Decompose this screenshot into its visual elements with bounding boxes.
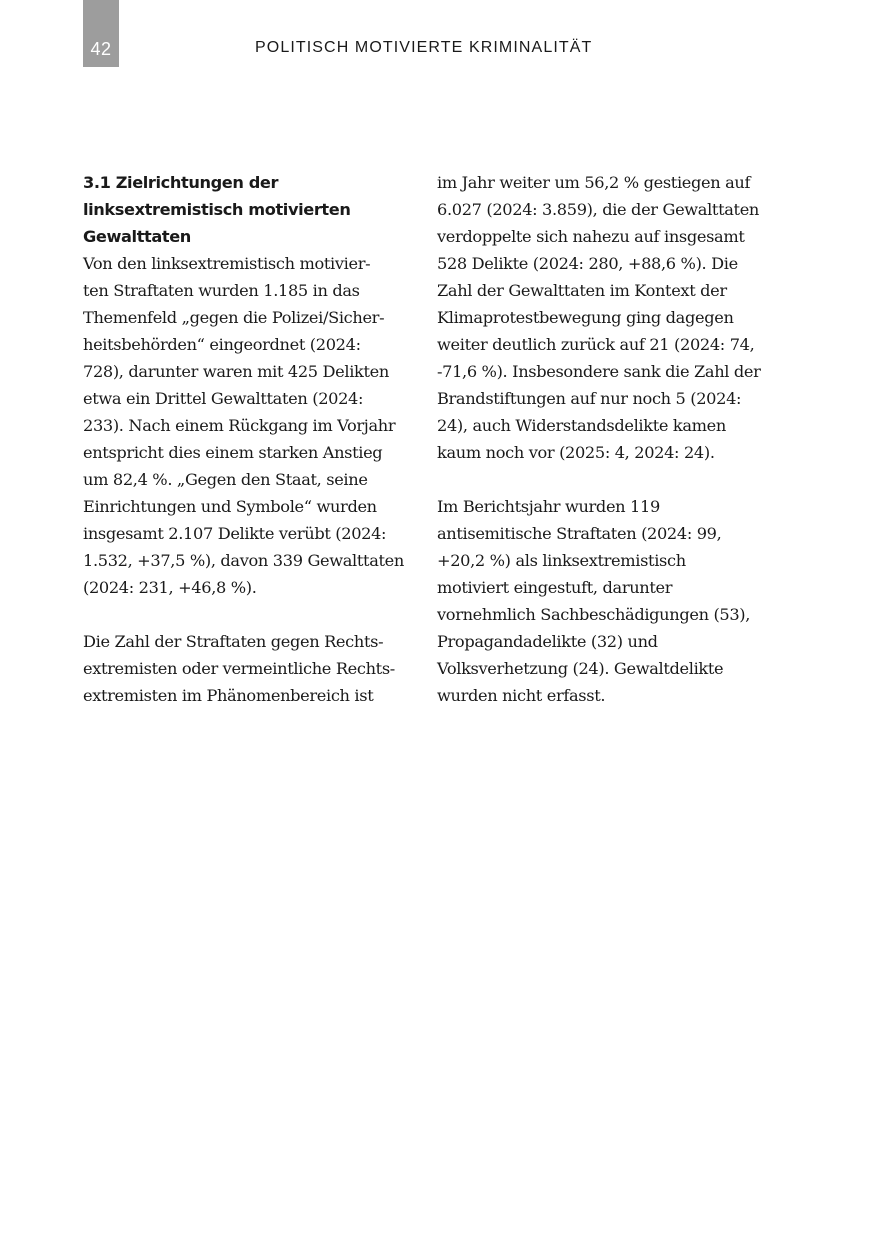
running-header: POLITISCH MOTIVIERTE KRIMINALITÄT — [255, 39, 593, 56]
text-line: (2024: 231, +46,8 %). — [83, 578, 257, 597]
text-line: etwa ein Drittel Gewalttaten (2024: — [83, 389, 364, 408]
text-line: weiter deutlich zurück auf 21 (2024: 74, — [437, 335, 755, 354]
text-line: 528 Delikte (2024: 280, +88,6 %). Die — [437, 254, 738, 273]
heading-line: Gewalttaten — [83, 227, 191, 246]
heading-line: 3.1 Zielrichtungen der — [83, 173, 279, 192]
text-line: +20,2 %) als linksextremistisch — [437, 551, 686, 570]
paragraph-continuation — [437, 169, 767, 466]
paragraph-spacer — [83, 601, 413, 628]
text-line: 6.027 (2024: 3.859), die der Gewalttaten — [437, 200, 760, 219]
text-line: motiviert eingestuft, darunter — [437, 578, 673, 597]
text-line: Brandstiftungen auf nur noch 5 (2024: — [437, 389, 742, 408]
page-number-tab — [83, 0, 119, 67]
text-line: Themenfeld „gegen die Polizei/Sicher- — [83, 308, 385, 327]
text-line: wurden nicht erfasst. — [437, 686, 606, 705]
text-line: extremisten im Phänomenbereich ist — [83, 686, 374, 705]
paragraph-right-wing-targets — [83, 628, 413, 709]
text-line: insgesamt 2.107 Delikte verübt (2024: — [83, 524, 387, 543]
text-line: Einrichtungen und Symbole“ wurden — [83, 497, 377, 516]
text-line: 1.532, +37,5 %), davon 339 Gewalttaten — [83, 551, 404, 570]
text-line: Volksverhetzung (24). Gewaltdelikte — [437, 659, 724, 678]
text-line: ten Straftaten wurden 1.185 in das — [83, 281, 360, 300]
text-line: kaum noch vor (2025: 4, 2024: 24). — [437, 443, 715, 462]
text-line: heitsbehörden“ eingeordnet (2024: — [83, 335, 361, 354]
right-column — [437, 169, 767, 709]
paragraph-police — [83, 250, 413, 601]
text-line: Propagandadelikte (32) und — [437, 632, 658, 651]
text-line: vornehmlich Sachbeschädigungen (53), — [437, 605, 751, 624]
text-line: verdoppelte sich nahezu auf insgesamt — [437, 227, 745, 246]
text-line: um 82,4 %. „Gegen den Staat, seine — [83, 470, 368, 489]
text-line: 728), darunter waren mit 425 Delikten — [83, 362, 389, 381]
paragraph-antisemitic — [437, 493, 767, 709]
page-number: 42 — [90, 39, 112, 59]
text-line: Die Zahl der Straftaten gegen Rechts- — [83, 632, 384, 651]
paragraph-spacer — [437, 466, 767, 493]
text-line: Im Berichtsjahr wurden 119 — [437, 497, 660, 516]
heading-line: linksextremistisch motivierten — [83, 200, 351, 219]
text-line: antisemitische Straftaten (2024: 99, — [437, 524, 722, 543]
left-column — [83, 169, 413, 709]
text-line: Klimaprotestbewegung ging dagegen — [437, 308, 734, 327]
text-line: entspricht dies einem starken Anstieg — [83, 443, 383, 462]
text-line: 24), auch Widerstandsdelikte kamen — [437, 416, 726, 435]
text-line: 233). Nach einem Rückgang im Vorjahr — [83, 416, 396, 435]
text-line: extremisten oder vermeintliche Rechts- — [83, 659, 395, 678]
text-line: Von den linksextremistisch motivier- — [83, 254, 371, 273]
text-line: Zahl der Gewalttaten im Kontext der — [437, 281, 727, 300]
text-line: -71,6 %). Insbesondere sank die Zahl der — [437, 362, 761, 381]
section-heading — [83, 169, 413, 250]
text-line: im Jahr weiter um 56,2 % gestiegen auf — [437, 173, 751, 192]
